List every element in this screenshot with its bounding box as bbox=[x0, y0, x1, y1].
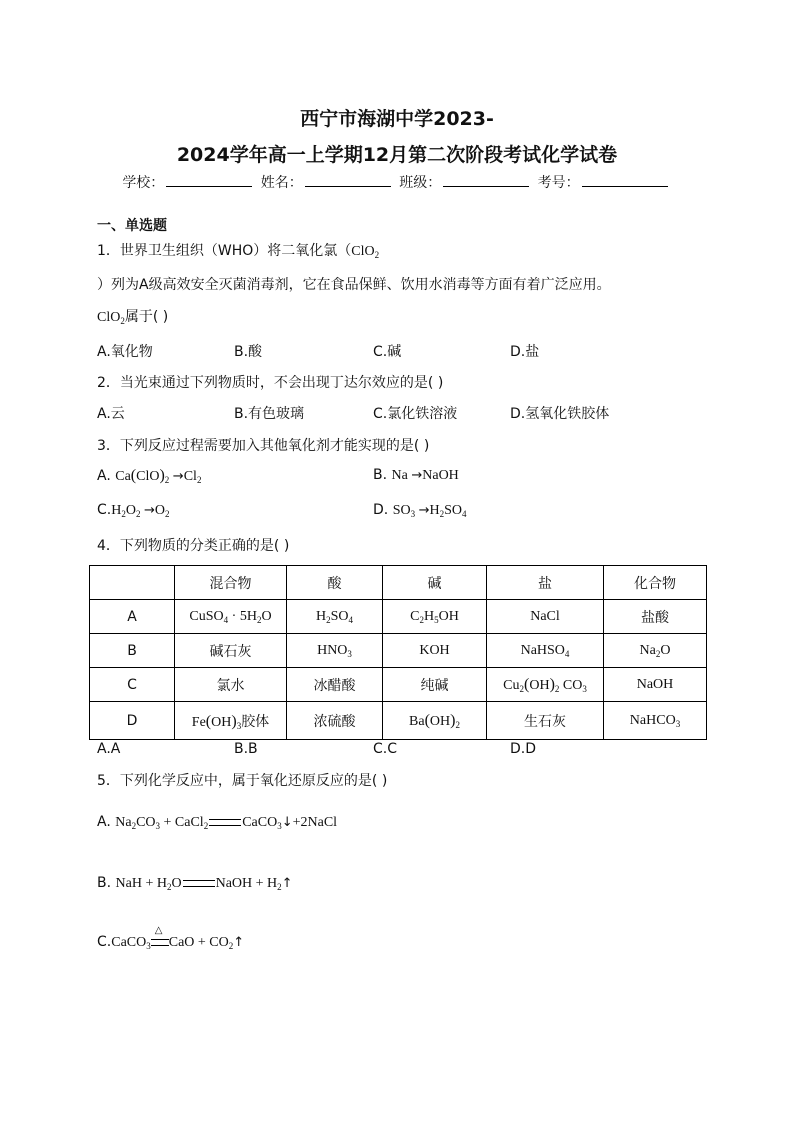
table-row bbox=[90, 668, 707, 702]
q2-option-b[interactable]: B.有色玻璃 bbox=[234, 406, 305, 422]
student-info-line bbox=[0, 172, 794, 192]
q1-stem-line3 bbox=[97, 306, 168, 326]
q1-text-b: ）列为A级高效安全灭菌消毒剂，它在食品保鲜、饮用水消毒等方面有着广泛应用。 bbox=[97, 277, 611, 293]
header-cell: 酸 bbox=[287, 566, 383, 600]
q1-formula: ClO$_2$ bbox=[351, 244, 380, 260]
row-label: C bbox=[90, 668, 175, 702]
row-label: B bbox=[90, 634, 175, 668]
header-cell: 化合物 bbox=[604, 566, 707, 600]
name-label: 姓名： bbox=[260, 175, 303, 191]
class-blank[interactable] bbox=[443, 174, 529, 187]
table-row bbox=[90, 634, 707, 668]
table-cell: $Fe(OH)_3$胶体 bbox=[175, 702, 287, 740]
header-cell: 碱 bbox=[383, 566, 487, 600]
row-label: A bbox=[90, 600, 175, 634]
table-cell: $C_2H_5OH$ bbox=[383, 600, 487, 634]
q1-formula-2: ClO$_2$ bbox=[97, 310, 125, 326]
school-label: 学校： bbox=[122, 175, 165, 191]
table-cell: $H_2SO_4$ bbox=[287, 600, 383, 634]
table-cell: $Na_2O$ bbox=[604, 634, 707, 668]
header-cell: 盐 bbox=[487, 566, 604, 600]
q5-option-a[interactable]: A. $Na_2CO_3$ + CaCl$_2$ CaCO$_3$↓+2NaCl bbox=[97, 814, 338, 831]
table-cell: 浓硫酸 bbox=[287, 702, 383, 740]
table-cell: NaOH bbox=[604, 668, 707, 702]
q1-option-b[interactable]: B.酸 bbox=[234, 344, 263, 360]
table-row bbox=[90, 702, 707, 740]
q4-option-d[interactable]: D.D bbox=[510, 741, 537, 757]
table-cell: $Ba(OH)_2$ bbox=[383, 702, 487, 740]
q1-option-c[interactable]: C.碱 bbox=[373, 344, 402, 360]
table-cell: $Cu_2(OH)_2$ $CO_3$ bbox=[487, 668, 604, 702]
table-cell: NaHSO$_4$ bbox=[487, 634, 604, 668]
class-label: 班级： bbox=[399, 175, 442, 191]
exam-title-line2: 2024学年高一上学期12月第二次阶段考试化学试卷 bbox=[176, 144, 618, 166]
table-cell: KOH bbox=[383, 634, 487, 668]
q3-stem: 3．下列反应过程需要加入其他氧化剂才能实现的是( ) bbox=[97, 438, 430, 454]
q4-stem: 4．下列物质的分类正确的是( ) bbox=[97, 538, 290, 554]
q3-option-b[interactable]: B. Na →NaOH bbox=[373, 467, 459, 483]
q2-stem: 2．当光束通过下列物质时，不会出现丁达尔效应的是( ) bbox=[97, 375, 444, 391]
table-cell: NaHCO$_3$ bbox=[604, 702, 707, 740]
table-cell: 纯碱 bbox=[383, 668, 487, 702]
table-row bbox=[90, 600, 707, 634]
q1-option-d[interactable]: D.盐 bbox=[510, 344, 540, 360]
exam-no-label: 考号： bbox=[537, 175, 580, 191]
table-cell: 盐酸 bbox=[604, 600, 707, 634]
q4-option-c[interactable]: C.C bbox=[373, 741, 398, 757]
classification-table bbox=[89, 565, 707, 740]
q1-text-c: 属于( ) bbox=[124, 309, 169, 325]
q3-option-a[interactable]: A. $Ca(ClO)_2 \to Cl_2$ bbox=[97, 467, 202, 485]
q2-option-d[interactable]: D.氢氧化铁胶体 bbox=[510, 406, 610, 422]
q1-text-a: 1．世界卫生组织（WHO）将二氧化氯（ bbox=[97, 243, 352, 259]
section-heading: 一、单选题 bbox=[97, 218, 167, 234]
table-cell: 生石灰 bbox=[487, 702, 604, 740]
name-blank[interactable] bbox=[305, 174, 391, 187]
exam-title-line1: 西宁市海湖中学2023- bbox=[300, 108, 494, 130]
header-cell: 混合物 bbox=[175, 566, 287, 600]
q2-option-c[interactable]: C.氯化铁溶液 bbox=[373, 406, 458, 422]
table-cell: $HNO_3$ bbox=[287, 634, 383, 668]
table-cell: CuSO$_4$ · $5H_2O$ bbox=[175, 600, 287, 634]
q4-option-b[interactable]: B.B bbox=[234, 741, 258, 757]
q5-option-c[interactable]: C.CaCO$_3$ △ CaO + $CO_2↑$ bbox=[97, 925, 245, 951]
q1-option-a[interactable]: A.氧化物 bbox=[97, 344, 153, 360]
table-cell: 碱石灰 bbox=[175, 634, 287, 668]
q1-stem-line1 bbox=[97, 240, 379, 260]
exam-no-blank[interactable] bbox=[582, 174, 668, 187]
q5-option-b[interactable]: B. NaH + $H_2O$ NaOH + $H_2↑$ bbox=[97, 875, 293, 892]
q3-option-d[interactable]: D. $SO_3 \to H_2SO_4$ bbox=[373, 502, 467, 519]
school-blank[interactable] bbox=[166, 174, 252, 187]
q3-option-c[interactable]: $C.H_2O_2 \to O_2$ bbox=[97, 502, 170, 519]
q5-stem: 5．下列化学反应中，属于氧化还原反应的是( ) bbox=[97, 773, 388, 789]
table-cell: 氯水 bbox=[175, 668, 287, 702]
table-cell: NaCl bbox=[487, 600, 604, 634]
q2-option-a[interactable]: A.云 bbox=[97, 406, 125, 422]
row-label: D bbox=[90, 702, 175, 740]
q4-option-a[interactable]: A.A bbox=[97, 741, 121, 757]
header-cell bbox=[90, 566, 175, 600]
table-cell: 冰醋酸 bbox=[287, 668, 383, 702]
table-header-row bbox=[90, 566, 707, 600]
